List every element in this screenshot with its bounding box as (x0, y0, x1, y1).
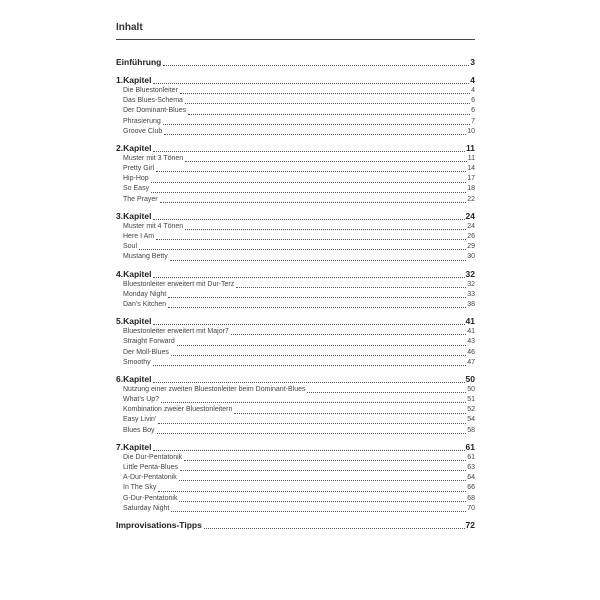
toc-entry-page: 17 (467, 175, 475, 183)
toc-entry-page: 47 (467, 358, 475, 366)
toc-section-row (116, 269, 475, 280)
toc-entry-page: 50 (467, 385, 475, 393)
dot-leader (180, 92, 470, 94)
toc-section-page: 61 (465, 441, 475, 452)
toc-entry-row (116, 337, 475, 347)
toc-entry-row (116, 222, 475, 232)
toc-section-row (116, 316, 475, 327)
toc-entry-title: Die Bluestonleiter (123, 86, 178, 94)
toc-entry-page: 63 (467, 464, 475, 472)
dot-leader (153, 218, 464, 220)
dot-leader (234, 412, 466, 414)
toc-entry-row (116, 385, 475, 395)
dot-leader (177, 344, 466, 346)
dot-leader (184, 459, 466, 461)
toc-section-page: 24 (465, 210, 475, 221)
toc-entry-row (116, 405, 475, 415)
toc-entry-row (116, 195, 475, 205)
toc-entry-row (116, 416, 475, 426)
toc-entry-page: 30 (467, 253, 475, 261)
toc-section-row (116, 374, 475, 385)
dot-leader (168, 296, 466, 298)
toc-section-page: 72 (465, 520, 475, 530)
dot-leader (179, 500, 466, 502)
toc-entry-page: 10 (467, 127, 475, 135)
dot-leader (185, 228, 466, 230)
toc-entry-row (116, 280, 475, 290)
dot-leader (157, 432, 467, 434)
dot-leader (164, 133, 466, 135)
toc-entry-page: 54 (467, 416, 475, 424)
dot-leader (180, 469, 466, 471)
toc-entry-title: Die Dur-Pentatonik (123, 453, 183, 461)
toc-entry-row (116, 252, 475, 262)
toc-entry-row (116, 127, 475, 137)
dot-leader (204, 527, 465, 529)
toc-entry-row (116, 504, 475, 514)
toc-entry-row (116, 300, 475, 310)
toc-section-title: Einführung (116, 57, 162, 67)
toc-entry-page: 26 (467, 233, 475, 241)
toc-section-page: 50 (465, 373, 475, 384)
toc-entry-title: Little Penta-Blues (123, 464, 178, 472)
toc-entry-row (116, 96, 475, 106)
toc-section-title: 7.Kapitel (116, 441, 152, 452)
dot-leader (153, 150, 465, 152)
toc-section-row (116, 75, 475, 86)
toc-entry-row (116, 290, 475, 300)
dot-leader (188, 113, 470, 115)
toc-entry-title: Blues Boy (123, 426, 155, 434)
toc-entry-row (116, 358, 475, 368)
dot-leader (153, 381, 464, 383)
dot-leader (160, 201, 467, 203)
toc-entry-title: Here I Am (123, 233, 155, 241)
toc-section-page: 4 (470, 75, 475, 85)
toc-section-page: 32 (465, 268, 475, 279)
toc-entry-page: 38 (467, 300, 475, 308)
toc-section-title: 6.Kapitel (116, 373, 152, 384)
dot-leader (179, 479, 467, 481)
dot-leader (231, 333, 466, 335)
dot-leader (163, 123, 470, 125)
dot-leader (156, 170, 466, 172)
toc-entry-row (116, 395, 475, 405)
toc-entry-page: 22 (467, 195, 475, 203)
toc-section-title: 4.Kapitel (116, 268, 152, 279)
toc-entry-row (116, 453, 475, 463)
toc-entry-row (116, 117, 475, 127)
dot-leader (151, 191, 466, 193)
toc-entry-page: 46 (467, 348, 475, 356)
toc-entry-title: Soul (123, 243, 138, 251)
toc-entry-row (116, 483, 475, 493)
toc-section-title: 1.Kapitel (116, 75, 152, 85)
dot-leader (161, 401, 466, 403)
toc-entry-page: 6 (471, 107, 475, 115)
dot-leader (153, 276, 464, 278)
toc-entry-title: Monday Night (123, 290, 167, 298)
toc-entry-row (116, 232, 475, 242)
toc-entry-title: Nutzung einer zweiten Bluestonleiter beim Dominant-Blues (123, 385, 306, 393)
toc-entry-title: Muster mit 3 Tönen (123, 154, 184, 162)
toc-section-row (116, 143, 475, 154)
toc-entry-title: So Easy (123, 185, 150, 193)
dot-leader (158, 490, 466, 492)
page-title: Inhalt (116, 22, 143, 33)
toc-entry-row (116, 494, 475, 504)
toc-entry-page: 18 (467, 185, 475, 193)
dot-leader (171, 510, 466, 512)
toc-entry-page: 29 (467, 243, 475, 251)
toc-entry-row (116, 473, 475, 483)
dot-leader (185, 160, 467, 162)
toc-entry-title: The Prayer (123, 195, 158, 203)
toc-entry-page: 43 (467, 338, 475, 346)
toc-section-title: Improvisations-Tipps (116, 520, 202, 530)
toc-entry-title: Bluestonleiter erweitert mit Dur-Terz (123, 280, 235, 288)
dot-leader (153, 323, 464, 325)
toc-entry-title: Muster mit 4 Tönen (123, 222, 184, 230)
toc-entry-page: 70 (467, 504, 475, 512)
toc-entry-title: Easy Livin’ (123, 416, 157, 424)
toc-entry-page: 32 (467, 280, 475, 288)
toc-entry-row (116, 86, 475, 96)
toc-entry-page: 6 (471, 97, 475, 105)
toc-section-page: 3 (470, 57, 475, 67)
toc-entry-title: Phrasierung (123, 117, 161, 125)
toc-section-row (116, 442, 475, 453)
toc-entry-row (116, 185, 475, 195)
toc-entry-title: G-Dur-Pentatonik (123, 494, 178, 502)
toc-entry-row (116, 348, 475, 358)
toc-entry-title: Der Dominant-Blues (123, 107, 187, 115)
toc-entry-title: Pretty Girl (123, 165, 155, 173)
toc-section-row (116, 520, 475, 531)
toc-section-title: 5.Kapitel (116, 316, 152, 327)
toc-section-row (116, 57, 475, 68)
toc-section-row (116, 211, 475, 222)
toc-entry-page: 64 (467, 474, 475, 482)
toc-entry-page: 24 (467, 222, 475, 230)
dot-leader (307, 391, 466, 393)
toc-entry-title: Dan’s Kitchen (123, 300, 167, 308)
toc-entry-title: Groove Club (123, 127, 163, 135)
toc-entry-title: Der Moll-Blues (123, 348, 169, 356)
toc-entry-page: 66 (467, 484, 475, 492)
toc-section-title: 2.Kapitel (116, 142, 152, 153)
toc-entry-page: 7 (471, 117, 475, 125)
dot-leader (185, 102, 470, 104)
toc-entry-title: Mustang Betty (123, 253, 168, 261)
dot-leader (153, 449, 464, 451)
toc-entry-page: 61 (467, 453, 475, 461)
dot-leader (171, 354, 466, 356)
toc-entry-page: 33 (467, 290, 475, 298)
toc-entry-page: 41 (467, 328, 475, 336)
toc-entry-title: Smoothy (123, 358, 151, 366)
toc-section-page: 41 (465, 316, 475, 327)
table-of-contents (116, 57, 475, 531)
toc-entry-row (116, 174, 475, 184)
dot-leader (153, 82, 469, 84)
dot-leader (163, 64, 469, 66)
dot-leader (158, 422, 466, 424)
dot-leader (170, 259, 466, 261)
toc-entry-title: Das Blues-Schema (123, 97, 183, 105)
toc-entry-title: Bluestonleiter erweitert mit Major7 (123, 328, 229, 336)
toc-entry-page: 14 (467, 165, 475, 173)
toc-entry-title: Saturday Night (123, 504, 170, 512)
toc-entry-title: Straight Forward (123, 338, 175, 346)
dot-leader (156, 238, 466, 240)
toc-entry-title: Kombination zweier Bluestonleitern (123, 406, 233, 414)
dot-leader (139, 248, 466, 250)
toc-entry-page: 68 (467, 494, 475, 502)
toc-entry-row (116, 463, 475, 473)
toc-entry-page: 51 (467, 396, 475, 404)
toc-entry-title: Hip-Hop (123, 175, 149, 183)
toc-entry-row (116, 154, 475, 164)
toc-entry-row (116, 106, 475, 116)
dot-leader (168, 306, 466, 308)
toc-section-page: 11 (466, 142, 475, 153)
toc-entry-page: 4 (471, 86, 475, 94)
toc-entry-title: In The Sky (123, 484, 157, 492)
toc-entry-row (116, 327, 475, 337)
dot-leader (151, 181, 467, 183)
dot-leader (153, 364, 467, 366)
title-rule (116, 39, 475, 40)
toc-entry-row (116, 426, 475, 436)
dot-leader (236, 286, 466, 288)
toc-entry-page: 58 (467, 426, 475, 434)
toc-section-title: 3.Kapitel (116, 210, 152, 221)
toc-entry-row (116, 164, 475, 174)
toc-entry-page: 52 (467, 406, 475, 414)
toc-entry-title: What’s Up? (123, 396, 160, 404)
toc-entry-page: 11 (467, 154, 475, 162)
toc-entry-row (116, 242, 475, 252)
toc-entry-title: A-Dur-Pentatonik (123, 474, 177, 482)
